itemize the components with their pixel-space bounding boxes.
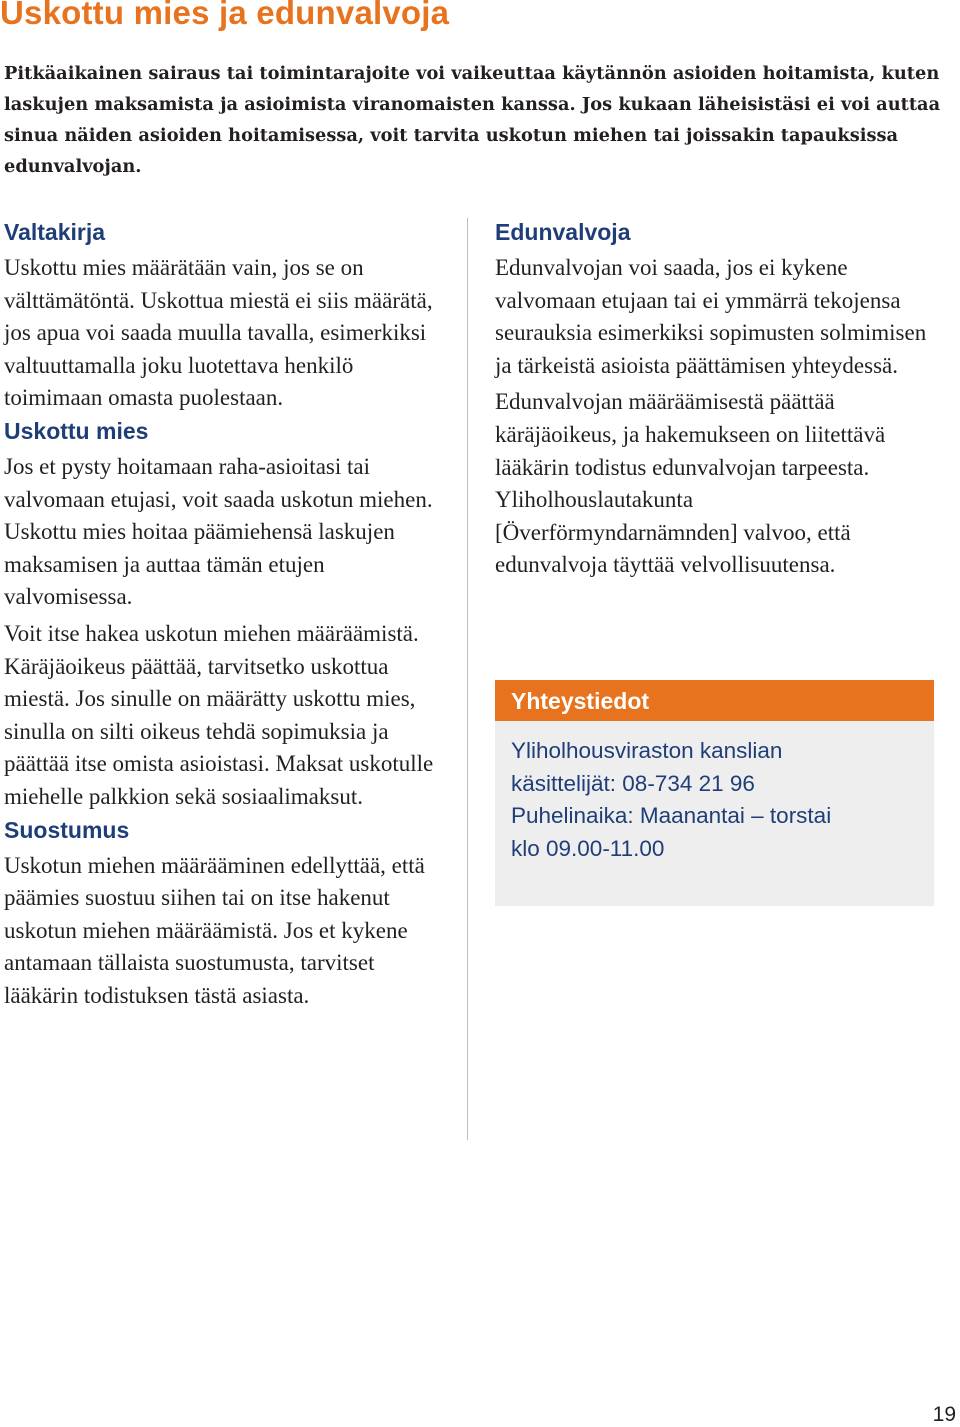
edunvalvoja-text-2: Edunvalvojan määräämisestä päättää käräjäoikeus, ja hakemukseen on liitettävä lääkärin todistus edunvalvojan tarpeesta. Yliholhouslautakunta [Överförmyndarnämnden] valvoo, että edunvalvoja täyttää velvollisuutensa. xyxy=(495,389,886,578)
contact-line-hours: Puhelinaika: Maanantai – torstai xyxy=(511,803,832,828)
contact-line-office: Yliholhousviraston kanslian xyxy=(511,738,783,763)
heading-edunvalvoja: Edunvalvoja xyxy=(495,219,631,245)
contact-heading: Yhteystiedot xyxy=(495,680,934,721)
right-column xyxy=(495,216,940,582)
suostumus-text: Uskotun miehen määrääminen edellyttää, että päämies suostuu siihen tai on itse hakenut uskotun miehen määräämistä. Jos et kykene antamaan tällaista suostumusta, tarvitset lääkärin todistuksen tästä asiasta. xyxy=(4,852,425,1008)
heading-suostumus: Suostumus xyxy=(4,816,130,843)
intro-paragraph: Pitkäaikainen sairaus tai toimintarajoite voi vaikeuttaa käytännön asioiden hoitamista, kuten laskujen maksamista ja asioimista viranomaisten kanssa. Jos kukaan läheisistäsi ei voi auttaa sinua näiden asioiden hoitamisessa, voit tarvita uskotun miehen tai joissakin tapauksissa edunvalvojan. xyxy=(4,63,941,177)
uskottu-mies-text-2: Voit itse hakea uskotun miehen määräämistä. Käräjäoikeus päättää, tarvitsetko uskottua miestä. Jos sinulle on määrätty uskottu mies, sinulla on silti oikeus tehdä sopimuksia ja päättää itse omista asioistasi. Maksat uskotulle miehelle palkkion sekä sosiaalimaksut. xyxy=(4,620,434,809)
page-number: 19 xyxy=(932,1403,956,1426)
uskottu-mies-text-1: Jos et pysty hoitamaan raha-asioitasi tai valvomaan etujasi, voit saada uskotun miehen. Uskottu mies hoitaa päämiehensä laskujen maksamisen ja auttaa tämän etujen valvomisessa. xyxy=(4,453,433,610)
edunvalvoja-text-1: Edunvalvojan voi saada, jos ei kykene valvomaan etujaan tai ei ymmärrä tekojensa seurauksia esimerkiksi sopimusten solmimisen ja tärkeistä asioista päättämisen yhteydessä. xyxy=(495,255,927,378)
heading-valtakirja: Valtakirja xyxy=(4,219,106,245)
left-column xyxy=(4,216,454,1012)
contact-body xyxy=(495,721,934,865)
column-divider xyxy=(467,218,468,1140)
page-title: Uskottu mies ja edunvalvoja xyxy=(0,0,450,31)
valtakirja-text: Uskottu mies määrätään vain, jos se on välttämätöntä. Uskottua miestä ei siis määrätä, jos apua voi saada muulla tavalla, esimerkiksi valtuuttamalla joku luotettava henkilö toimimaan omasta puolestaan. xyxy=(4,255,433,411)
contact-line-time: klo 09.00-11.00 xyxy=(511,835,665,861)
contact-info-box xyxy=(495,680,934,906)
heading-uskottu-mies: Uskottu mies xyxy=(4,417,149,444)
contact-line-phone: käsittelijät: 08-734 21 96 xyxy=(511,770,755,796)
